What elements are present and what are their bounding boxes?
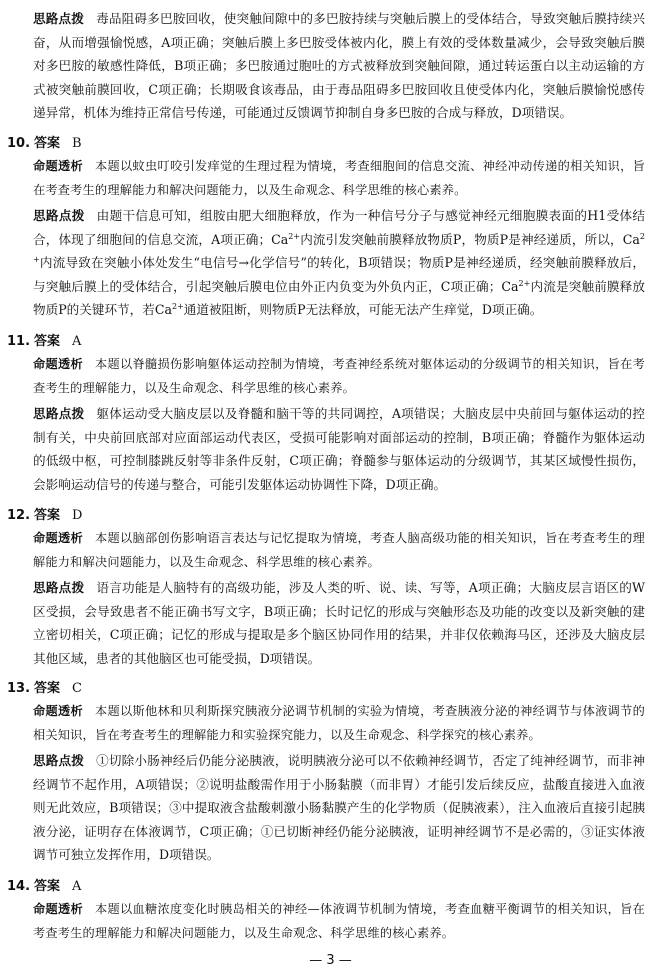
- q13-answer-label: 答案: [34, 681, 61, 696]
- q14-answer-value: A: [72, 879, 82, 894]
- page-number: — 3 —: [309, 953, 352, 968]
- q9-silu-paragraph: [33, 7, 645, 125]
- q12-answer-value: D: [72, 508, 83, 523]
- q14-answer-label: 答案: [34, 879, 61, 894]
- q13-number: 13.: [7, 681, 31, 696]
- q11-number: 11.: [7, 334, 31, 349]
- q13-answer-line: [7, 677, 82, 701]
- q10-silu-text-d: 内流是突触前膜释放物质P的关键环节，若Ca: [33, 278, 646, 317]
- q12-touxi-label: 命题透析: [33, 531, 84, 545]
- q10-silu-text-c: 内流导致在突触小体处发生“电信号→化学信号”的转化，B项错误；物质P是神经递质，经突触前膜释放后，与突触后膜上的受体结合，引起突触后膜电位由外正内负变为外负内正，C项正确；Ca: [33, 255, 645, 294]
- q12-number: 12.: [7, 508, 31, 523]
- q11-touxi-paragraph: [33, 353, 645, 400]
- q12-answer-line: [7, 504, 82, 528]
- q11-silu-label: 思路点拨: [33, 406, 85, 421]
- q13-touxi-text: 本题以斯他林和贝利斯探究胰液分泌调节机制的实验为情境，考查胰液分泌的神经调节与体液调节的相关知识，旨在考查考生的理解能力和实验探究能力，以及生命观念、科学探究的核心素养。: [33, 704, 645, 742]
- q10-touxi-text: 本题以蚊虫叮咬引发痒觉的生理过程为情境，考查细胞间的信息交流、神经冲动传递的相关知识，旨在考查考生的理解能力和解决问题能力，以及生命观念、科学思维的核心素养。: [33, 159, 645, 197]
- q11-silu-paragraph: [33, 402, 645, 496]
- q10-touxi-paragraph: [33, 155, 645, 202]
- q11-touxi-text: 本题以脊髓损伤影响躯体运动控制为情境，考查神经系统对躯体运动的分级调节的相关知识，旨在考查考生的理解能力，以及生命观念、科学思维的核心素养。: [33, 357, 645, 395]
- q12-answer-label: 答案: [34, 508, 61, 523]
- q10-sup-2: 2+: [33, 231, 645, 264]
- q12-silu-label: 思路点拨: [33, 580, 85, 595]
- q12-silu-text: 语言功能是人脑特有的高级功能，涉及人类的听、说、读、写等，A项正确；大脑皮层言语区的W区受损，会导致患者不能正确书写文字，B项正确；长时记忆的形成与突触形态及功能的改变以及新突触的建立密切相关，C项正确；记忆的形成与提取是多个脑区协同作用的结果，并非仅依赖海马区，还涉及大脑皮层其他区域，患者的其他脑区也可能受损，D项错误。: [33, 580, 645, 666]
- q10-answer-label: 答案: [34, 136, 61, 151]
- q10-sup-3: 2+: [518, 278, 531, 288]
- q12-touxi-text: 本题以脑部创伤影响语言表达与记忆提取为情境，考查人脑高级功能的相关知识，旨在考查考生的理解能力和解决问题能力，以及生命观念、科学思维的核心素养。: [33, 531, 645, 569]
- q11-answer-value: A: [72, 334, 82, 349]
- q10-sup-4: 2+: [171, 301, 184, 311]
- q10-touxi-label: 命题透析: [33, 159, 84, 173]
- q13-answer-value: C: [72, 681, 82, 696]
- q12-silu-paragraph: [33, 576, 645, 670]
- q10-silu-text-b: 内流引发突触前膜释放物质P，物质P是神经递质，所以，Ca: [300, 231, 640, 247]
- q13-touxi-paragraph: [33, 700, 645, 747]
- q11-answer-line: [7, 330, 81, 354]
- q13-silu-label: 思路点拨: [33, 753, 85, 768]
- q11-silu-text: 躯体运动受大脑皮层以及脊髓和脑干等的共同调控，A项错误；大脑皮层中央前回与躯体运动的控制有关，中央前回底部对应面部运动代表区，受损可能影响对面部运动的控制，B项正确；脊髓作为躯体运动的低级中枢，可控制膝跳反射等非条件反射，C项正确；脊髓参与躯体运动的分级调节，其某区域慢性损伤，会影响运动信号的传递与整合，可能引发躯体运动协调性下降，D项正确。: [33, 406, 645, 492]
- q14-touxi-label: 命题透析: [33, 902, 84, 916]
- q14-touxi-text: 本题以血糖浓度变化时胰岛相关的神经—体液调节机制为情境，考查血糖平衡调节的相关知识，旨在考查考生的理解能力和解决问题能力，以及生命观念、科学思维的核心素养。: [33, 902, 645, 940]
- q13-touxi-label: 命题透析: [33, 704, 84, 718]
- q10-answer-line: [7, 132, 82, 156]
- q14-touxi-paragraph: [33, 898, 645, 945]
- q10-silu-paragraph: [33, 204, 645, 322]
- q13-silu-paragraph: [33, 749, 645, 867]
- q14-answer-line: [7, 875, 81, 899]
- q13-silu-text: ①切除小肠神经后仍能分泌胰液，说明胰液分泌可以不依赖神经调节，否定了纯神经调节，而非神经调节不起作用，A项错误；②说明盐酸需作用于小肠黏膜（而非胃）才能引发后续反应，盐酸直接进入血液则无此效应，B项错误；③中提取液含盐酸刺激小肠黏膜产生的化学物质（促胰液素），注入血液后直接引起胰液分泌，证明存在体液调节，C项正确；①已切断神经仍能分泌胰液，证明神经调节不是必需的，③证实体液调节可独立发挥作用，D项错误。: [33, 753, 646, 862]
- q11-answer-label: 答案: [34, 334, 61, 349]
- q9-silu-label: 思路点拨: [33, 11, 85, 26]
- q11-touxi-label: 命题透析: [33, 357, 84, 371]
- q10-silu-text-e: 通道被阻断，则物质P无法释放，可能无法产生痒觉，D项正确。: [183, 302, 543, 317]
- q9-silu-text: 毒品阻碍多巴胺回收，使突触间隙中的多巴胺持续与突触后膜上的受体结合，导致突触后膜持续兴奋，从而增强愉悦感，A项正确；突触后膜上多巴胺受体被内化，膜上有效的受体数量减少，会导致突触后膜对多巴胺的敏感性降低，B项正确；多巴胺通过胞吐的方式被释放到突触间隙，通过转运蛋白以主动运输的方式被突触前膜回收，C项正确；长期吸食该毒品，由于毒品阻碍多巴胺回收且使受体内化，突触后膜愉悦感传递异常，机体为维持正常信号传递，可能通过反馈调节抑制自身多巴胺的合成与释放，D项错误。: [33, 11, 646, 120]
- q12-touxi-paragraph: [33, 527, 645, 574]
- q10-silu-text-a: 由题干信息可知，组胺由肥大细胞释放，作为一种信号分子与感觉神经元细胞膜表面的H1受体结合，体现了细胞间的信息交流，A项正确；Ca: [33, 208, 646, 247]
- q10-silu-label: 思路点拨: [33, 208, 85, 223]
- q10-answer-value: B: [72, 136, 82, 151]
- q10-number: 10.: [7, 136, 31, 151]
- q10-sup-1: 2+: [288, 231, 301, 241]
- q14-number: 14.: [7, 879, 31, 894]
